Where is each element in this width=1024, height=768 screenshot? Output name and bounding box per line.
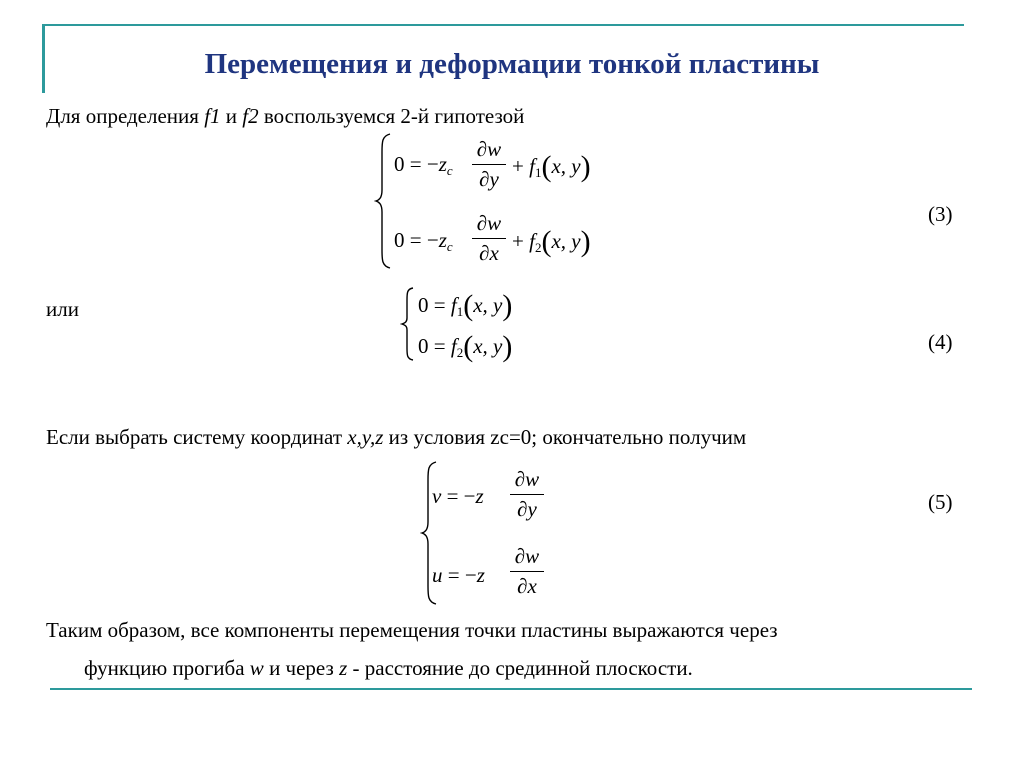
conclusion-z: z (339, 656, 348, 680)
eq3-row1-fraction: ∂w ∂y (472, 137, 506, 192)
intro-paragraph (46, 104, 524, 129)
coord-text-a: Если выбрать систему координат (46, 425, 348, 449)
intro-text-c: воспользуемся 2-й гипотезой (258, 104, 525, 128)
eq3-row2-left: $0 = -z_c$ (394, 228, 453, 254)
coord-xyz: x,y,z (347, 425, 384, 449)
frame-top-rule (42, 24, 964, 26)
conclusion-text-c: - расстояние до срединной плоскости. (347, 656, 693, 680)
equation-number-5: (5) (928, 490, 953, 514)
eq3-row1-left: $0 = -z_c$ (394, 152, 453, 178)
eq3-row2-fraction: ∂w ∂x (472, 211, 506, 266)
eq4-row1: $0 = f_1(x$, y) (418, 289, 513, 322)
coordinate-paragraph (46, 425, 746, 450)
coord-text-b: из условия zc=0; окончательно получим (383, 425, 747, 449)
eq5-row1-fraction: ∂w ∂y (510, 467, 544, 522)
equation-number-4: (4) (928, 330, 953, 354)
conclusion-line-2 (84, 656, 693, 681)
or-label: или (46, 297, 79, 321)
intro-f1: f1 (204, 104, 221, 128)
conclusion-text-a: функцию прогиба (84, 656, 250, 680)
eq3-row2-right: + $f_2(x$, y) (512, 225, 591, 258)
eq5-row1-left: v = −z (432, 484, 484, 508)
frame-bottom-rule (50, 688, 972, 690)
eq4-row2: $0 = f_2(x$, y) (418, 330, 513, 363)
eq5-row2-fraction: ∂w ∂x (510, 544, 544, 599)
eq5-row2-left: u = −z (432, 563, 485, 587)
brace-eq3 (374, 132, 394, 270)
intro-text-a: Для определения (46, 104, 205, 128)
slide-title: Перемещения и деформации тонкой пластины (204, 48, 820, 80)
intro-text-b: и (220, 104, 243, 128)
conclusion-w: w (249, 656, 264, 680)
eq3-row1-right: + $f_1(x$, y) (512, 150, 591, 183)
brace-eq4 (400, 286, 416, 362)
conclusion-line-1: Таким образом, все компоненты перемещения точки пластины выражаются через (46, 618, 778, 642)
intro-f2: f2 (242, 104, 259, 128)
conclusion-text-b: и через (263, 656, 340, 680)
equation-number-3: (3) (928, 202, 953, 226)
